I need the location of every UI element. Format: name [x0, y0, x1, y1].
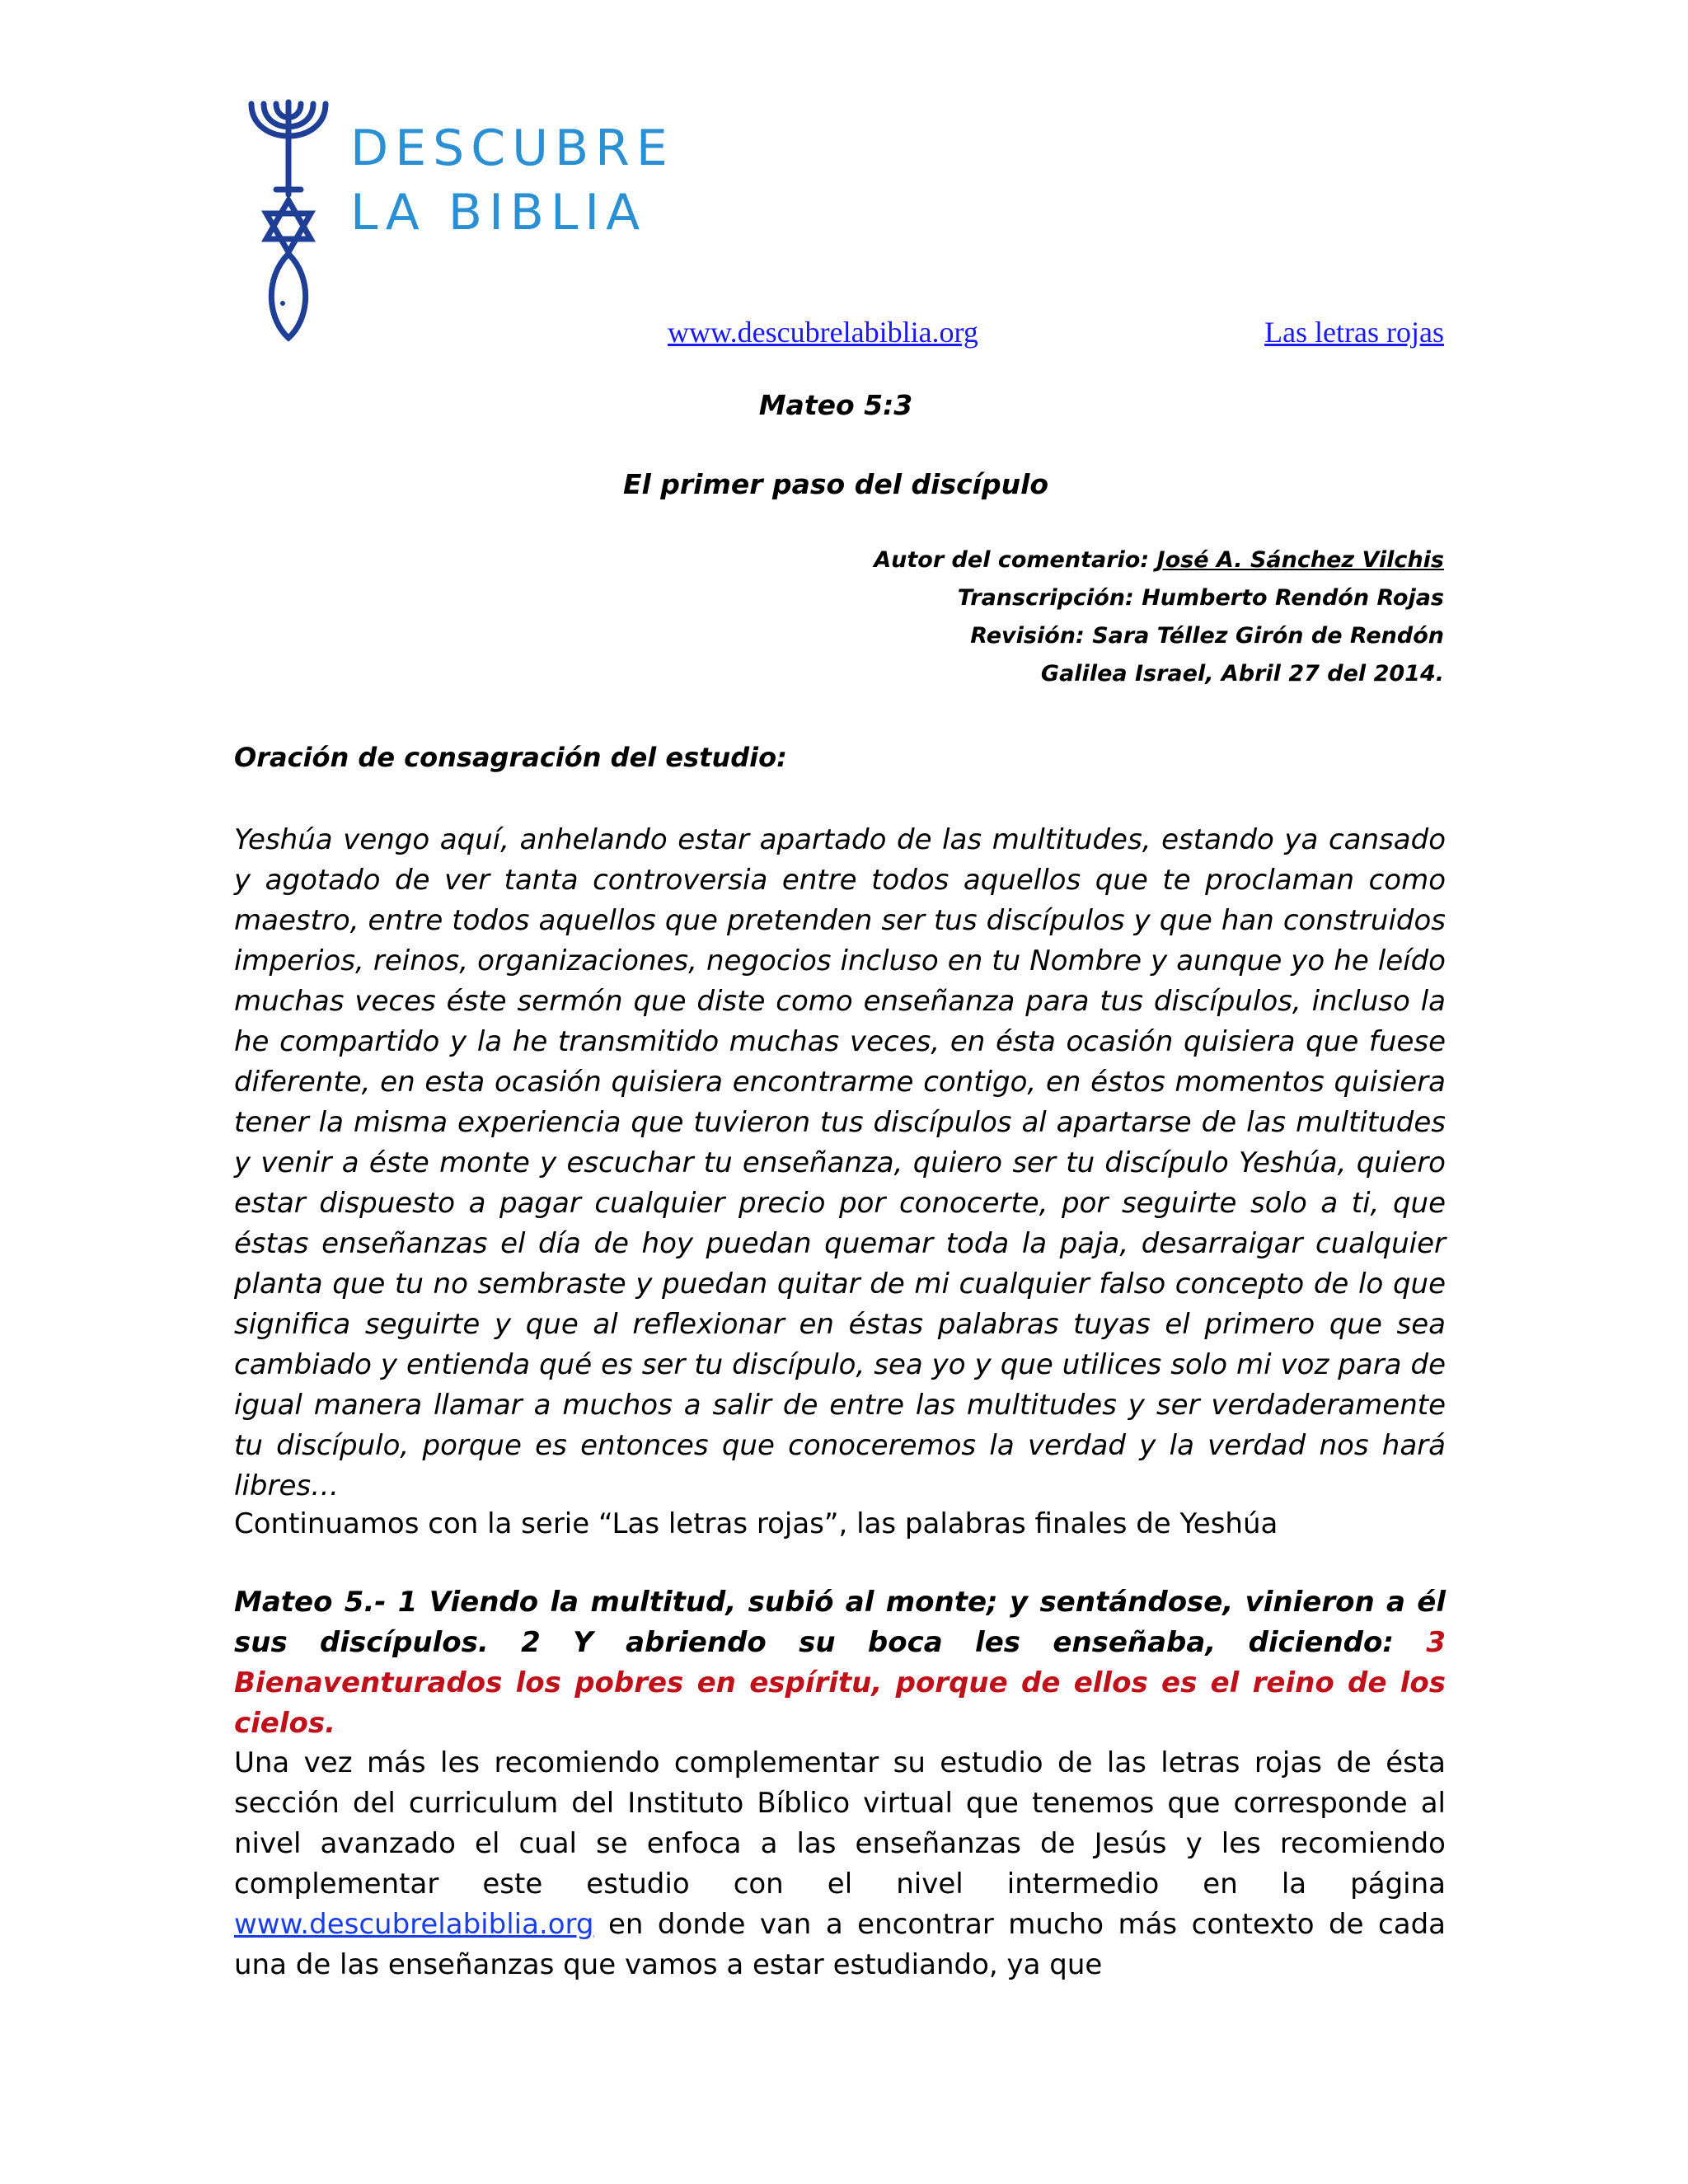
body-text-start: Una vez más les recomiendo complementar su estudio de las letras rojas de ésta sección del curriculum del Instituto Bíblico virtual que tenemos que corresponde al nivel avanzado el cual se enfoca a las enseñanzas de Jesús y les recomiendo complementar este estudio con el nivel intermedio en la página [234, 1746, 1446, 1900]
author-label: Autor del comentario: [874, 547, 1150, 573]
body-site-link[interactable]: www.descubrelabiblia.org [234, 1908, 594, 1941]
body-text-end: en donde van a encontrar mucho más contexto de cada una de las enseñanzas que vamos a estar estudiando, ya que [234, 1908, 1446, 1981]
verse-narrative: Mateo 5.- 1 Viendo la multitud, subió al monte; y sentándose, vinieron a él sus discípulos. 2 Y abriendo su boca les enseñaba, diciendo: [234, 1586, 1446, 1659]
menorah-star-fish-logo-icon [243, 97, 334, 344]
prayer-paragraph: Yeshúa vengo aquí, anhelando estar apartado de las multitudes, estando ya cansado y agotado de ver tanta controversia entre todos aquellos que te proclaman como maestro, entre todos aquellos que pretenden ser tus discípulos y que han construidos imperios, reinos, organizaciones, negocios incluso en tu Nombre y aunque yo he leído muchas veces éste sermón que diste como enseñanza para tus discípulos, incluso la he compartido y la he transmitido muchas veces, en ésta ocasión quisiera que fuese diferente, en esta ocasión quisiera encontrarme contigo, en éstos momentos quisiera tener la misma experiencia que tuvieron tus discípulos al apartarse de las multitudes y venir a éste monte y escuchar tu enseñanza, quiero ser tu discípulo Yeshúa, quiero estar dispuesto a pagar cualquier precio por conocerte, por seguirte solo a ti, que éstas enseñanzas el día de hoy puedan quemar toda la paja, desarraigar cualquier planta que tu no sembraste y puedan quitar de mi cualquier falso concepto de lo que significa seguirte y que al reflexionar en éstas palabras tuyas el primero que sea cambiado y entienda qué es ser tu discípulo, sea yo y que utilices solo mi voz para de igual manera llamar a muchos a salir de entre las multitudes y ser verdaderamente tu discípulo, porque es entonces que conoceremos la verdad y la verdad nos hará libres… [234, 823, 1446, 1502]
author-name: José A. Sánchez Vilchis [1156, 547, 1444, 573]
verse-red-letters: 3 Bienaventurados los pobres en espíritu, porque de ellos es el reino de los cielos. [234, 1626, 1446, 1740]
intro-paragraph: Continuamos con la serie “Las letras rojas”, las palabras finales de Yeshúa [234, 1507, 1278, 1540]
prayer-heading: Oración de consagración del estudio: [234, 742, 787, 773]
verse-paragraph [234, 1582, 1446, 1744]
page-title: Mateo 5:3 [758, 389, 913, 421]
credit-transcription: Transcripción: Humberto Rendón Rojas [957, 585, 1444, 611]
credit-revision: Revisión: Sara Téllez Girón de Rendón [970, 623, 1444, 649]
logo-text-line1: DESCUBRE [350, 120, 674, 177]
site-link[interactable]: www.descubrelabiblia.org [668, 316, 978, 349]
credit-place-date: Galilea Israel, Abril 27 del 2014. [1040, 661, 1444, 687]
logo-text-line2: LA BIBLIA [350, 184, 647, 241]
page-subtitle: El primer paso del discípulo [622, 468, 1049, 500]
body-paragraph [234, 1743, 1446, 1985]
credit-author [874, 547, 1444, 573]
series-link[interactable]: Las letras rojas [1264, 316, 1444, 349]
